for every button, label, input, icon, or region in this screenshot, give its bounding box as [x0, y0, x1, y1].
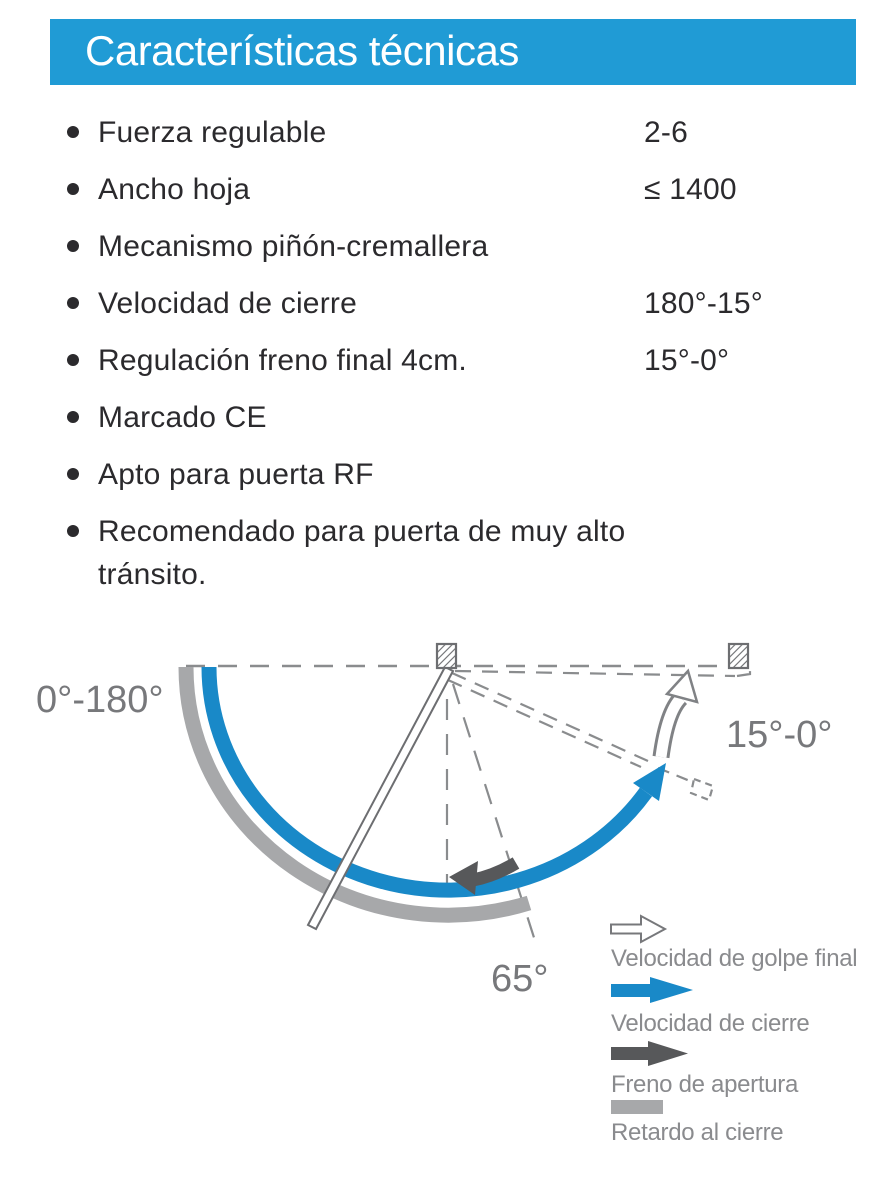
legend-label: Retardo al cierre: [611, 1119, 784, 1146]
spec-label: Ancho hoja: [98, 173, 251, 206]
spec-list: [60, 111, 860, 610]
door-15deg-line-a: [452, 673, 648, 761]
blue-arrow-icon: [611, 977, 693, 1003]
bullet-icon: [67, 354, 79, 366]
spec-row: [60, 339, 860, 382]
spec-label: Regulación freno final 4cm.: [98, 344, 467, 377]
spec-label: Mecanismo piñón-cremallera: [98, 230, 489, 263]
outline-arrow-icon: [611, 916, 665, 942]
spec-row: [60, 396, 860, 439]
door-end-cap: [691, 779, 713, 800]
spec-value: 2-6: [644, 116, 688, 149]
bullet-icon: [67, 126, 79, 138]
dark-arrow-icon: [611, 1041, 688, 1066]
spec-row: [60, 510, 860, 596]
door-swing-diagram: [0, 630, 894, 1184]
label-open-range: 0°-180°: [36, 679, 164, 721]
spec-label: Recomendado para puerta de muy alto tránsito.: [98, 515, 626, 591]
spec-row: [60, 225, 860, 268]
bullet-icon: [67, 297, 79, 309]
label-final-range: 15°-0°: [726, 714, 833, 756]
spec-row: [60, 453, 860, 496]
label-brake-angle: 65°: [491, 958, 549, 1000]
bullet-icon: [67, 240, 79, 252]
bullet-icon: [67, 411, 79, 423]
legend-label: Velocidad de cierre: [611, 1010, 810, 1037]
spec-value: ≤ 1400: [644, 173, 737, 206]
golpe-final-arrow-fill: [661, 698, 681, 757]
legend-label: Freno de apertura: [611, 1071, 799, 1098]
door-15deg-line-b: [448, 680, 641, 767]
spec-value: 15°-0°: [644, 344, 730, 377]
page-title: Características técnicas: [50, 19, 856, 85]
spec-row: [60, 282, 860, 325]
spec-label: Apto para puerta RF: [98, 458, 374, 491]
spec-value: 180°-15°: [644, 287, 764, 320]
gray-bar-icon: [611, 1100, 663, 1114]
spec-label: Velocidad de cierre: [98, 287, 357, 320]
legend: [611, 916, 857, 1146]
legend-label: Velocidad de golpe final: [611, 945, 858, 972]
bullet-icon: [67, 468, 79, 480]
spec-row: [60, 168, 860, 211]
spec-row: [60, 111, 860, 154]
bullet-icon: [67, 183, 79, 195]
hinge-block-center: [437, 644, 456, 668]
spec-label: Fuerza regulable: [98, 116, 327, 149]
hinge-block-right: [729, 644, 748, 668]
spec-label: Marcado CE: [98, 401, 267, 434]
bullet-icon: [67, 525, 79, 537]
